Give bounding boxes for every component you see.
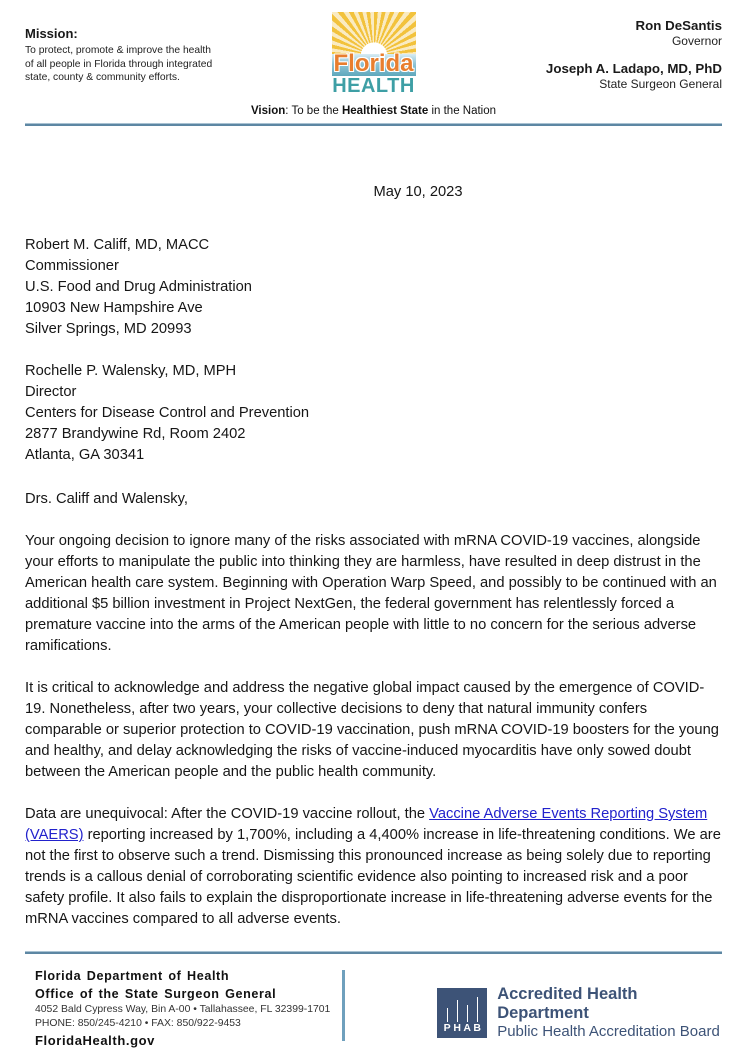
footer-website: FloridaHealth.gov: [35, 1033, 155, 1048]
recipient-role: Commissioner: [25, 258, 119, 274]
phab-letter-cell: [472, 997, 482, 1034]
mission-line: state, county & community efforts.: [25, 72, 180, 84]
mission-block: [25, 26, 230, 85]
paragraph-3-post: reporting increased by 1,700%, including a 4,400% increase in life-threatening conditions. We are not the first to observe such a trend. Dismissing this pronounced increase as being solely due to reporting trends is a callous denial of corroborating scientific evidence also pointing to increased risk and a poor safety profile. It also fails to explain the disproportionate increase in life-threatening adverse events for the mRNA vaccines compared to all adverse events.: [25, 827, 721, 927]
phab-bar: [477, 997, 478, 1022]
paragraph-1: Your ongoing decision to ignore many of the risks associated with mRNA COVID-19 vaccines, alongside your efforts to manipulate the public into thinking they are harmless, have resulted in deep distrust in the American health care system. Beginning with Operation Warp Speed, and possibly to be continued with an additional $5 billion investment in Project NextGen, the federal government has relentlessly forced a premature vaccine into the arms of the American people with little to no concern for the serious adverse ramifications.: [25, 533, 717, 654]
letterhead: [0, 0, 747, 128]
phab-bar: [457, 1000, 458, 1022]
recipient-org: Centers for Disease Control and Prevention: [25, 405, 310, 421]
phab-letter-cell: [452, 1000, 462, 1034]
governor-title: Governor: [671, 34, 722, 48]
vaers-link[interactable]: Vaccine Adverse Events Reporting System (VAERS): [25, 806, 708, 843]
footer-phone-fax: PHONE: 850/245-4210 • FAX: 850/922-9453: [35, 1018, 241, 1029]
surgeon-general-title: State Surgeon General: [599, 77, 722, 91]
surgeon-general-name: Joseph A. Ladapo, MD, PhD: [545, 61, 722, 76]
footer-vertical-divider: [342, 970, 345, 1041]
phab-bar: [467, 1005, 468, 1022]
logo-health-text: HEALTH: [332, 75, 415, 97]
phab-logo-icon: [437, 988, 487, 1038]
phab-letter: H: [453, 1022, 461, 1034]
recipient-street: 10903 New Hampshire Ave: [25, 300, 203, 316]
letter-footer: [0, 951, 747, 1048]
paragraph-2: It is critical to acknowledge and address the negative global impact caused by the emergence of COVID-19. Nonetheless, after two years, your collective decisions to deny that natural immunity confers comparable or superior protection to COVID-19 vaccination, push mRNA COVID-19 boosters for the young and healthy, and delay acknowledging the risks of vaccine-induced myocarditis have only sowed doubt between the American people and the public health community.: [25, 680, 719, 780]
officials-block: [546, 18, 722, 91]
recipient-address-cdc: [25, 361, 722, 466]
recipient-city: Atlanta, GA 30341: [25, 447, 145, 463]
letter-date: May 10, 2023: [373, 184, 463, 200]
recipient-city: Silver Springs, MD 20993: [25, 321, 192, 337]
vision-pre: : To be the: [285, 105, 342, 117]
vision-post: in the Nation: [428, 105, 497, 117]
vision-statement: [0, 105, 747, 117]
recipient-org: U.S. Food and Drug Administration: [25, 279, 252, 295]
spacer: [546, 48, 722, 61]
phab-letter-cell: [442, 1008, 452, 1034]
footer-office: Office of the State Surgeon General: [35, 986, 277, 1001]
florida-health-logo: [332, 12, 416, 97]
accreditation-subtitle: Public Health Accreditation Board: [497, 1023, 720, 1040]
recipient-role: Director: [25, 384, 77, 400]
mission-line: To protect, promote & improve the health: [25, 45, 212, 56]
mission-title: Mission:: [25, 26, 78, 41]
logo-florida-text: Florida: [333, 50, 414, 77]
paragraph-3-pre: Data are unequivocal: After the COVID-19 vaccine rollout, the: [25, 806, 430, 822]
phab-letter-cell: [462, 1005, 472, 1034]
recipient-name: Rochelle P. Walensky, MD, MPH: [25, 363, 237, 379]
governor-name: Ron DeSantis: [635, 18, 722, 33]
phab-letter: A: [463, 1022, 471, 1034]
accreditation-text: [497, 985, 722, 1041]
footer-body: [0, 954, 747, 1048]
recipient-street: 2877 Brandywine Rd, Room 2402: [25, 426, 246, 442]
phab-letter: P: [443, 1022, 451, 1034]
recipient-address-fda: [25, 235, 722, 340]
footer-address: 4052 Bald Cypress Way, Bin A-00 • Tallahassee, FL 32399-1701: [35, 1004, 331, 1015]
recipient-name: Robert M. Califf, MD, MACC: [25, 237, 210, 253]
vision-bold: Healthiest State: [341, 105, 429, 117]
phab-letter: B: [473, 1022, 481, 1034]
letter-body: [0, 182, 747, 930]
header-divider-rule: [25, 123, 722, 126]
footer-department: Florida Department of Health: [35, 969, 230, 983]
accreditation-block: [437, 968, 722, 1048]
vision-label: Vision: [250, 105, 286, 117]
mission-line: of all people in Florida through integrated: [25, 58, 213, 70]
paragraph-3: [25, 804, 722, 930]
footer-contact-block: [35, 968, 342, 1048]
salutation: Drs. Califf and Walensky,: [25, 491, 188, 507]
phab-bar: [447, 1008, 448, 1022]
sunburst-icon: [332, 12, 416, 54]
accreditation-title: Accredited Health Department: [497, 985, 638, 1022]
